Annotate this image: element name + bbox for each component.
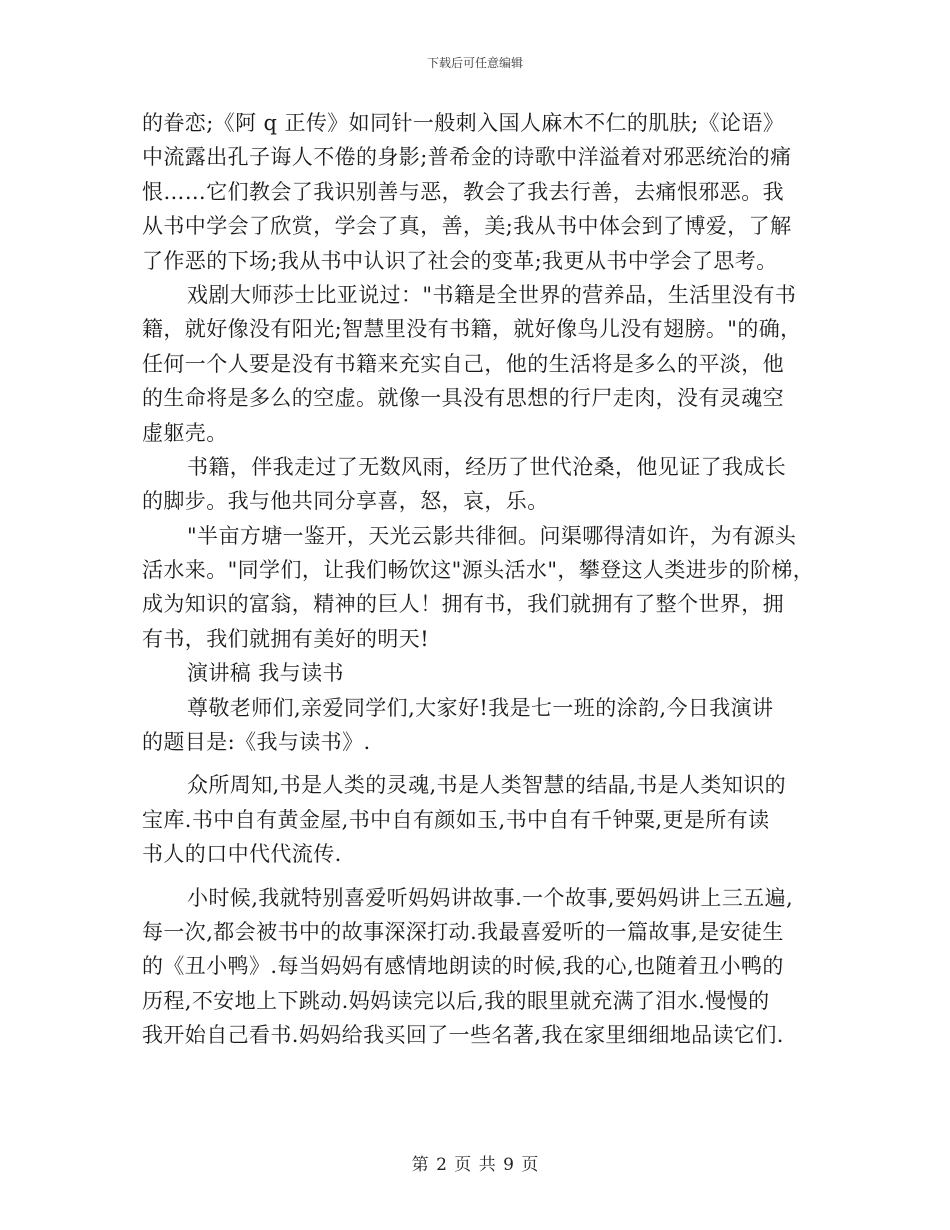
section-heading: 演讲稿 我与读书 xyxy=(187,661,344,686)
document-body xyxy=(142,106,814,1053)
text-line: 恨……它们教会了我识别善与恶，教会了我去行善，去痛恨邪恶。我 xyxy=(142,179,784,204)
text-line: 小时候,我就特别喜爱听妈妈讲故事.一个故事,要妈妈讲上三五遍, xyxy=(187,885,794,910)
text-line: 书籍，伴我走过了无数风雨，经历了世代沧桑，他见证了我成长 xyxy=(187,454,787,479)
text-line: 任何一个人要是没有书籍来充实自己，他的生活将是多么的平淡，他 xyxy=(142,351,784,376)
text-line: 尊敬老师们,亲爱同学们,大家好!我是七一班的涂韵,今日我演讲 xyxy=(187,695,774,720)
text-line: 籍，就好像没有阳光;智慧里没有书籍，就好像鸟儿没有翅膀。"的确， xyxy=(142,317,802,342)
text-line: 活水来。"同学们，让我们畅饮这"源头活水"，攀登这人类进步的阶梯， xyxy=(142,558,815,583)
text-line: 成为知识的富翁，精神的巨人！拥有书，我们就拥有了整个世界，拥 xyxy=(142,592,784,617)
text-line: 了作恶的下场;我从书中认识了社会的变革;我更从书中学会了思考。 xyxy=(142,248,778,273)
text-line: 中流露出孔子诲人不倦的身影;普希金的诗歌中洋溢着对邪恶统治的痛 xyxy=(142,145,792,170)
text-line: 的《丑小鸭》.每当妈妈有感情地朗读的时候,我的心,也随着丑小鸭的 xyxy=(142,954,784,979)
text-line: 有书，我们就拥有美好的明天! xyxy=(142,626,430,651)
text-line: 每一次,都会被书中的故事深深打动.我最喜爱听的一篇故事,是安徒生 xyxy=(142,919,784,944)
page-number: 第 2 页 共 9 页 xyxy=(411,1155,539,1175)
text-line: 的眷恋;《阿 q 正传》如同针一般刺入国人麻木不仁的肌肤;《论语》 xyxy=(142,111,785,135)
text-line: 我开始自己看书.妈妈给我买回了一些名著,我在家里细细地品读它们. xyxy=(142,1023,784,1048)
page-header: 下载后可任意编辑 xyxy=(426,56,523,70)
text-line: 戏剧大师莎士比亚说过："书籍是全世界的营养品，生活里没有书 xyxy=(187,282,797,307)
text-line: 从书中学会了欣赏，学会了真，善，美;我从书中体会到了博爱，了解 xyxy=(142,214,792,239)
text-line: 历程,不安地上下跳动.妈妈读完以后,我的眼里就充满了泪水.慢慢的 xyxy=(142,988,770,1013)
text-line: 的生命将是多么的空虚。就像一具没有思想的行尸走肉，没有灵魂空 xyxy=(142,386,784,411)
text-line: 虚躯壳。 xyxy=(142,420,228,445)
text-line: 的题目是:《我与读书》. xyxy=(142,730,371,755)
text-line: 众所周知,书是人类的灵魂,书是人类智慧的结晶,书是人类知识的 xyxy=(187,773,787,798)
text-line: 的脚步。我与他共同分享喜，怒，哀，乐。 xyxy=(142,489,549,514)
text-line: "半亩方塘一鉴开，天光云影共徘徊。问渠哪得清如许，为有源头 xyxy=(187,523,797,548)
text-line: 书人的口中代代流传. xyxy=(142,842,342,867)
text-line: 宝库.书中自有黄金屋,书中自有颜如玉,书中自有千钟粟,更是所有读 xyxy=(142,807,770,832)
